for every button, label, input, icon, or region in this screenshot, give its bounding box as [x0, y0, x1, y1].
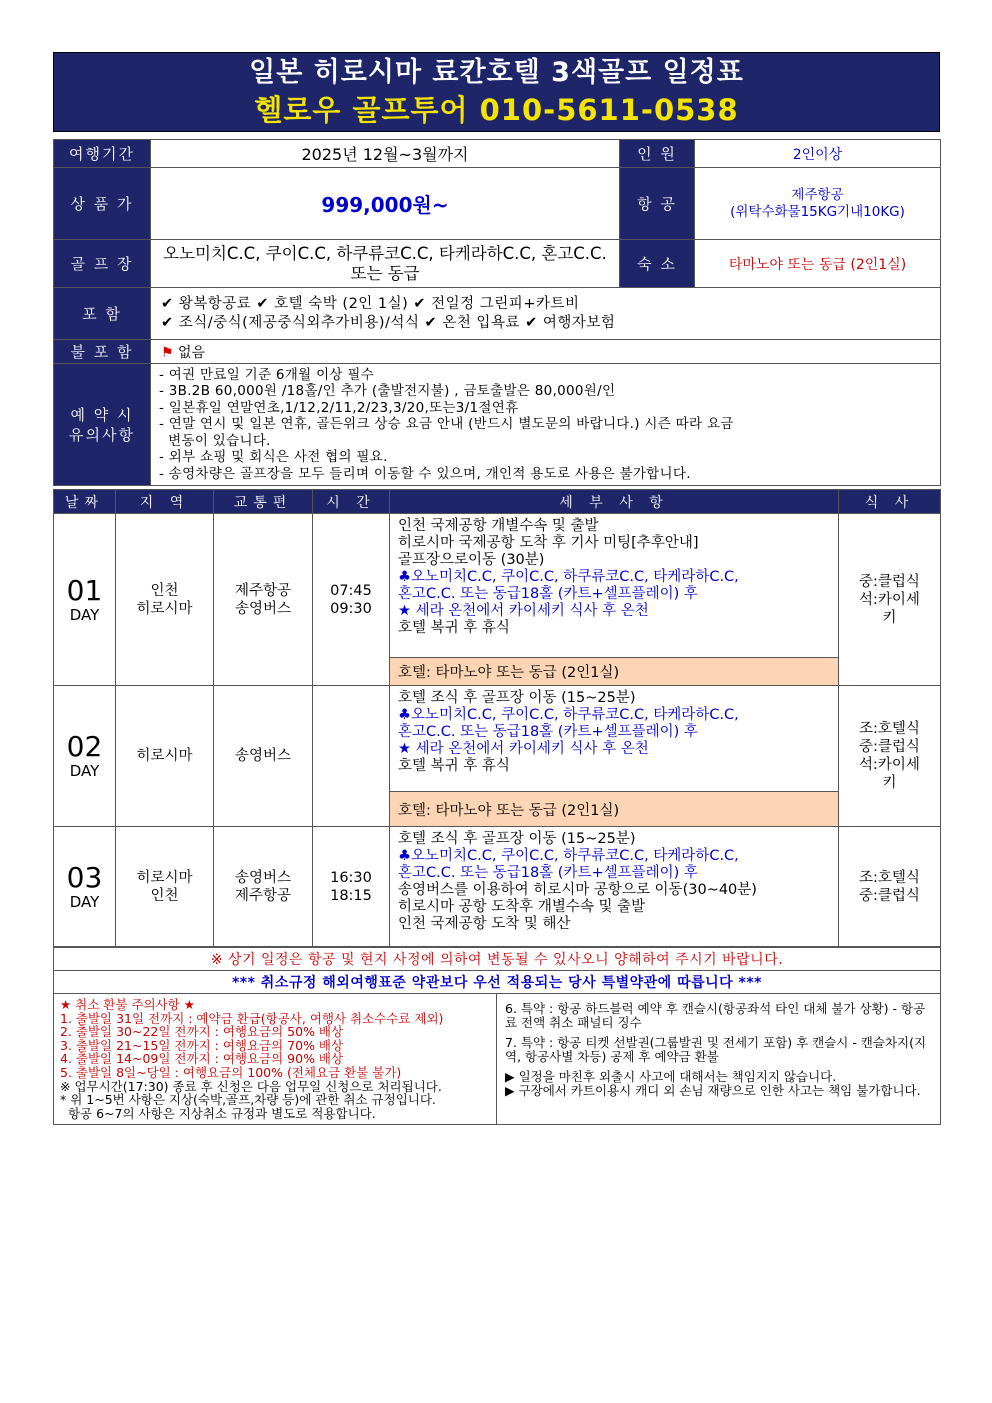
day-hotel: 호텔: 타마노야 또는 동급 (2인1실) — [390, 658, 839, 686]
contact-line: 헬로우 골프투어 010-5611-0538 — [254, 93, 739, 127]
header-date: 날짜 — [54, 490, 116, 514]
page-title: 일본 히로시마 료칸호텔 3색골프 일정표 — [249, 57, 744, 88]
detail-line: 혼고C.C. 또는 동급18홀 (카트+셀프플레이) 후 — [398, 724, 698, 740]
price-label: 상 품 가 — [54, 168, 151, 240]
detail-line: 호텔 조식 후 골프장 이동 (15~25분) — [398, 690, 636, 706]
cancel-policy — [54, 994, 497, 1125]
footer-table — [53, 947, 941, 1125]
exclude-label: 불 포 함 — [54, 340, 151, 364]
notes-list — [151, 364, 941, 486]
header-details: 세 부 사 항 — [390, 490, 839, 514]
transport-line: 제주항공 — [234, 887, 292, 904]
meal-line: 중:클럽식 — [859, 887, 920, 904]
meal-line: 키 — [882, 609, 897, 626]
day-time — [313, 827, 390, 947]
header-region: 지 역 — [116, 490, 214, 514]
include-value — [151, 288, 941, 340]
day-region — [116, 514, 214, 686]
include-line-2: ✔ 조식/중식(제공중식외추가비용)/석식 ✔ 온천 입욕료 ✔ 여행자보험 — [161, 314, 616, 331]
detail-line: 혼고C.C. 또는 동급18홀 (카트+셀프플레이) 후 — [398, 586, 698, 602]
detail-line: ★ 세라 온천에서 카이세키 식사 후 온천 — [398, 741, 649, 757]
cancel-note: * 위 1~5번 사항은 지상(숙박,골프,차량 등)에 관한 취소 규정입니다. — [60, 1092, 436, 1108]
air-label: 항 공 — [620, 168, 695, 240]
day-row — [54, 686, 941, 792]
air-value — [695, 168, 941, 240]
day-transport — [214, 686, 313, 827]
cancel-item: 1. 출발일 31일 전까지 : 예약금 환급(항공사, 여행사 취소수수료 제외) — [60, 1010, 444, 1026]
stay-value: 타마노야 또는 동급 (2인1실) — [695, 240, 941, 288]
detail-line: 골프장으로이동 (30분) — [398, 552, 545, 568]
day-row — [54, 827, 941, 947]
time-line: 16:30 — [330, 869, 372, 886]
people-label: 인 원 — [620, 140, 695, 168]
day-number — [54, 514, 116, 686]
day-number — [54, 827, 116, 947]
notes-label-line-1: 예 약 시 — [70, 405, 134, 424]
meal-line: 석:카이세 — [859, 591, 920, 608]
notes-label — [54, 364, 151, 486]
note-item: - 3B.2B 60,000원 /18홀/인 추가 (출발전지불) , 금토출발은 80,000원/인 — [159, 383, 616, 400]
header-time: 시 간 — [313, 490, 390, 514]
day-details — [390, 827, 839, 947]
cancel-item: 2. 출발일 30~22일 전까지 : 여행요금의 50% 배상 — [60, 1024, 344, 1040]
stay-label: 숙 소 — [620, 240, 695, 288]
notes-label-line-2: 유의사항 — [69, 425, 135, 444]
special-term: ▶ 구장에서 카트이용시 캐디 외 손님 재량으로 인한 사고는 책임 불가합니다. — [505, 1083, 921, 1098]
region-line: 인천 — [150, 887, 179, 904]
air-line-1: 제주항공 — [791, 186, 844, 203]
special-terms — [497, 994, 941, 1125]
cancel-item: 3. 출발일 21~15일 전까지 : 여행요금의 70% 배상 — [60, 1037, 344, 1053]
info-table — [53, 139, 941, 486]
day-time — [313, 514, 390, 686]
region-line: 히로시마 — [136, 748, 193, 764]
day-transport — [214, 514, 313, 686]
meal-line: 중:클럽식 — [859, 573, 920, 590]
day-row — [54, 514, 941, 658]
exclude-text: 없음 — [178, 344, 206, 361]
region-line: 인천 — [150, 582, 179, 599]
transport-line: 송영버스 — [234, 869, 292, 886]
note-item: 변동이 있습니다. — [159, 432, 271, 449]
itinerary-page — [53, 52, 940, 1125]
detail-line: 송영버스를 이용하여 히로시마 공항으로 이동(30~40분) — [398, 882, 757, 898]
meal-line: 키 — [882, 775, 897, 791]
period-label: 여행기간 — [54, 140, 151, 168]
day-num: 03 — [66, 860, 103, 894]
day-meals — [839, 827, 941, 947]
day-word: DAY — [69, 605, 100, 624]
region-line: 히로시마 — [136, 600, 193, 617]
day-word: DAY — [69, 892, 100, 911]
people-value: 2인이상 — [695, 140, 941, 168]
golf-label: 골 프 장 — [54, 240, 151, 288]
detail-line: 인천 국제공항 도착 및 해산 — [398, 916, 571, 932]
time-line: 09:30 — [330, 600, 372, 617]
schedule-table — [53, 489, 941, 947]
day-meals — [839, 514, 941, 686]
detail-line: 인천 국제공항 개별수속 및 출발 — [398, 518, 599, 534]
transport-line: 제주항공 — [234, 582, 292, 599]
detail-line: 히로시마 공항 도착후 개별수속 및 출발 — [398, 899, 646, 915]
schedule-warning: ※ 상기 일정은 항공 및 현지 사정에 의하여 변동될 수 있사오니 양해하여 주시기 바랍니다. — [54, 948, 941, 971]
detail-line: 히로시마 국제공항 도착 후 기사 미팅[추후안내] — [398, 535, 699, 551]
note-item: - 송영차량은 골프장을 모두 들리며 이동할 수 있으며, 개인적 용도로 사용은 불가합니다. — [159, 465, 691, 482]
day-transport — [214, 827, 313, 947]
header-transport: 교통편 — [214, 490, 313, 514]
detail-line: ♣오노미치C.C, 쿠이C.C, 하쿠류코C.C, 타케라하C.C, — [398, 569, 739, 585]
cancel-note: 항공 6~7의 사항은 지상취소 규정과 별도로 적용합니다. — [60, 1105, 376, 1121]
region-line: 히로시마 — [136, 869, 193, 886]
include-line-1: ✔ 왕복항공료 ✔ 호텔 숙박 (2인 1실) ✔ 전일정 그린피+카트비 — [161, 295, 580, 312]
cancel-item: 5. 출발일 8일~당일 : 여행요금의 100% (전체요금 환불 불가) — [60, 1064, 402, 1080]
time-line: 18:15 — [330, 887, 372, 904]
detail-line: ♣오노미치C.C, 쿠이C.C, 하쿠류코C.C, 타케라하C.C, — [398, 848, 739, 864]
note-item: - 여권 만료일 기준 6개월 이상 필수 — [159, 366, 375, 383]
note-item: - 연말 연시 및 일본 연휴, 골든위크 상승 요금 안내 (반드시 별도문의 바랍니다.) 시즌 따라 요금 — [159, 416, 734, 433]
meal-line: 조:호텔식 — [859, 721, 920, 737]
day-meals — [839, 686, 941, 827]
special-term: 7. 특약 : 항공 티켓 선발권(그룹발권 및 전세기 포함) 후 캔슬시 - 캔슬차지(지역, 항공사별 차등) 공제 후 예약금 환불 — [505, 1035, 927, 1064]
day-number — [54, 686, 116, 827]
detail-line: 호텔 복귀 후 휴식 — [398, 758, 510, 774]
day-word: DAY — [69, 762, 100, 780]
note-item: - 일본휴일 연말연초,1/12,2/11,2/23,3/20,또는3/1절연휴 — [159, 399, 519, 416]
include-label: 포 함 — [54, 288, 151, 340]
exclude-value — [151, 340, 941, 364]
detail-line: 호텔 복귀 후 휴식 — [398, 620, 510, 636]
time-line: 07:45 — [330, 582, 372, 599]
day-region — [116, 827, 214, 947]
golf-value: 오노미치C.C, 쿠이C.C, 하쿠류코C.C, 타케라하C.C, 혼고C.C. 또는 동급 — [151, 240, 620, 288]
detail-line: ♣오노미치C.C, 쿠이C.C, 하쿠류코C.C, 타케라하C.C, — [398, 707, 739, 723]
cancel-policy-title: ★ 취소 환불 주의사항 ★ — [60, 997, 195, 1012]
title-banner — [53, 52, 940, 132]
air-line-2: (위탁수화물15KG기내10KG) — [730, 203, 905, 220]
special-term: 6. 특약 : 항공 하드블럭 예약 후 캔슬시(항공좌석 타인 대체 불가 상황) - 항공료 전액 취소 패널티 징수 — [505, 1001, 926, 1030]
header-meals: 식 사 — [839, 490, 941, 514]
flag-icon: ⚑ — [161, 344, 174, 361]
transport-line: 송영버스 — [234, 600, 292, 617]
day-details — [390, 514, 839, 658]
day-time — [313, 686, 390, 827]
note-item: - 외부 쇼핑 및 회식은 사전 협의 필요. — [159, 449, 388, 466]
schedule-header — [54, 490, 941, 514]
cancel-item: 4. 출발일 14~09일 전까지 : 여행요금의 90% 배상 — [60, 1051, 344, 1067]
day-details — [390, 686, 839, 792]
transport-line: 송영버스 — [234, 748, 292, 764]
meal-line: 조:호텔식 — [859, 869, 920, 886]
detail-line: 호텔 조식 후 골프장 이동 (15~25분) — [398, 831, 636, 847]
cancel-rule-banner: *** 취소규정 해외여행표준 약관보다 우선 적용되는 당사 특별약관에 따릅니다 *** — [54, 971, 941, 994]
day-region — [116, 686, 214, 827]
period-value: 2025년 12월~3월까지 — [151, 140, 620, 168]
cancel-note: ※ 업무시간(17:30) 종료 후 신청은 다음 업무일 신청으로 처리됩니다. — [60, 1078, 442, 1094]
price-value: 999,000원~ — [151, 168, 620, 240]
meal-line: 석:카이세 — [859, 757, 920, 773]
detail-line: 혼고C.C. 또는 동급18홀 (카트+셀프플레이) 후 — [398, 865, 698, 881]
special-term: ▶ 일정을 마친후 외출시 사고에 대해서는 책임지지 않습니다. — [505, 1069, 837, 1084]
day-num: 01 — [66, 573, 103, 607]
day-hotel: 호텔: 타마노야 또는 동급 (2인1실) — [390, 792, 839, 827]
meal-line: 중:클럽식 — [859, 739, 920, 755]
day-num: 02 — [66, 730, 103, 763]
detail-line: ★ 세라 온천에서 카이세키 식사 후 온천 — [398, 603, 649, 619]
